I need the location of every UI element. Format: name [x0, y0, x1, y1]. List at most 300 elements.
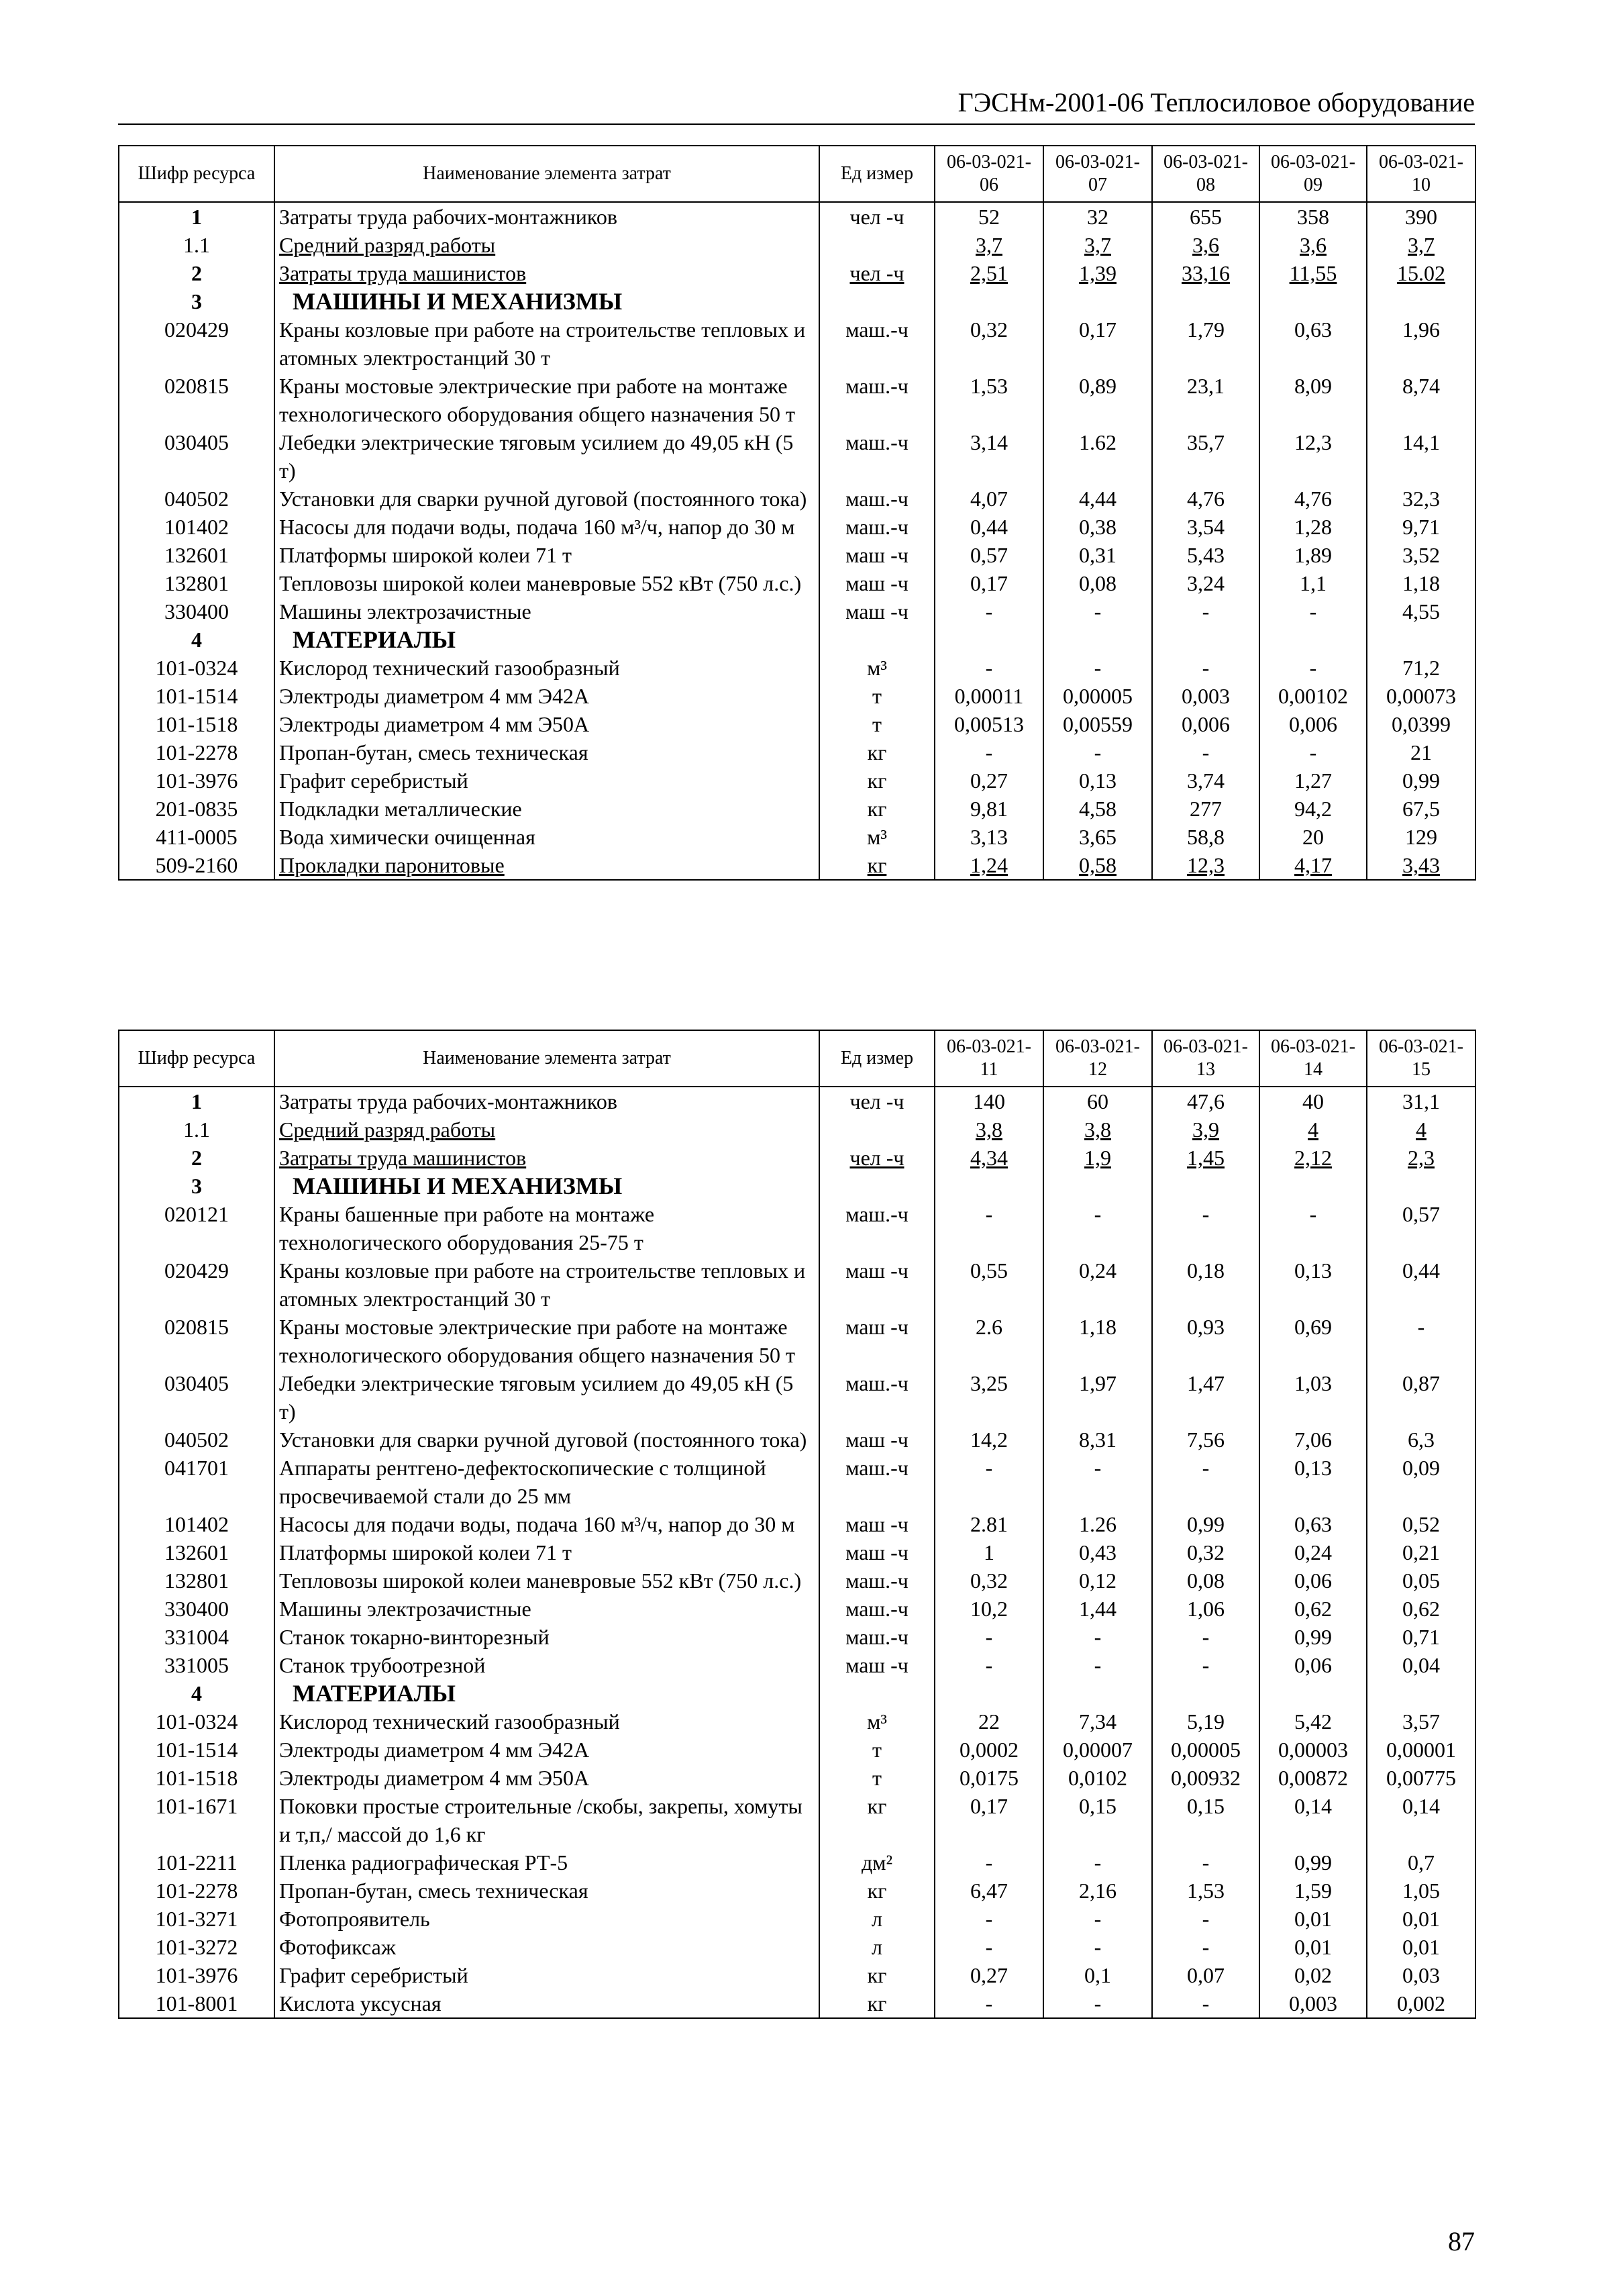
cell-value: 0,69 — [1259, 1313, 1367, 1369]
cell-value: - — [1152, 1848, 1259, 1877]
cell-value: 0,58 — [1043, 851, 1152, 880]
resource-table-2 — [118, 1030, 1476, 2019]
cell-name: Электроды диаметром 4 мм Э42А — [274, 682, 819, 710]
cell-value: 47,6 — [1152, 1087, 1259, 1115]
cell-code: 041701 — [119, 1454, 274, 1510]
table-row — [119, 428, 1475, 485]
cell-value: 1,44 — [1043, 1595, 1152, 1623]
cell-value: 0,24 — [1259, 1538, 1367, 1566]
cell-unit: маш -ч — [819, 1256, 935, 1313]
cell-value: 2,51 — [935, 259, 1043, 287]
cell-value: 1 — [935, 1538, 1043, 1566]
cell-value: 0,006 — [1152, 710, 1259, 738]
cell-value: 1,97 — [1043, 1369, 1152, 1426]
cell-code: 3 — [119, 1172, 274, 1200]
table-row — [119, 202, 1475, 231]
cell-unit: кг — [819, 795, 935, 823]
cell-code: 020429 — [119, 1256, 274, 1313]
cell-value: 0,15 — [1043, 1792, 1152, 1848]
cell-value: 4,55 — [1367, 597, 1475, 626]
cell-value: 4,34 — [935, 1144, 1043, 1172]
cell-value: 0,13 — [1259, 1256, 1367, 1313]
cell-name: Установки для сварки ручной дуговой (постоянного тока) — [274, 485, 819, 513]
cell-unit: маш.-ч — [819, 428, 935, 485]
table-row — [119, 287, 1475, 315]
table-row — [119, 485, 1475, 513]
header-col: 06-03-021-12 — [1043, 1030, 1152, 1087]
page-number: 87 — [1448, 2226, 1475, 2256]
cell-value: 0,01 — [1367, 1905, 1475, 1933]
cell-value: 11,55 — [1259, 259, 1367, 287]
cell-name: Графит серебристый — [274, 1961, 819, 1989]
cell-value: 1,89 — [1259, 541, 1367, 569]
cell-value: 58,8 — [1152, 823, 1259, 851]
cell-value: 3,8 — [935, 1115, 1043, 1144]
table-header-row — [119, 1030, 1475, 1087]
cell-value: 0,01 — [1259, 1933, 1367, 1961]
table-row — [119, 1087, 1475, 1115]
cell-value: 0,52 — [1367, 1510, 1475, 1538]
resource-table-1 — [118, 145, 1476, 881]
cell-value: 1,53 — [1152, 1877, 1259, 1905]
cell-name: МАШИНЫ И МЕХАНИЗМЫ — [274, 1172, 819, 1200]
cell-unit: т — [819, 682, 935, 710]
cell-unit: л — [819, 1905, 935, 1933]
cell-code: 330400 — [119, 1595, 274, 1623]
cell-unit: маш.-ч — [819, 315, 935, 372]
cell-value: 0,15 — [1152, 1792, 1259, 1848]
cell-unit: кг — [819, 1792, 935, 1848]
cell-value: 0,12 — [1043, 1566, 1152, 1595]
cell-value: 390 — [1367, 202, 1475, 231]
cell-unit: кг — [819, 738, 935, 766]
table-row — [119, 1595, 1475, 1623]
cell-name: Краны козловые при работе на строительстве тепловых и атомных электростанций 30 т — [274, 1256, 819, 1313]
cell-value: 4,07 — [935, 485, 1043, 513]
cell-name: Электроды диаметром 4 мм Э50А — [274, 1764, 819, 1792]
cell-value: 0,00932 — [1152, 1764, 1259, 1792]
cell-value: 3,65 — [1043, 823, 1152, 851]
cell-name: Тепловозы широкой колеи маневровые 552 кВт (750 л.с.) — [274, 569, 819, 597]
cell-value: 32 — [1043, 202, 1152, 231]
table-row — [119, 1566, 1475, 1595]
cell-code: 101402 — [119, 1510, 274, 1538]
cell-code: 101-0324 — [119, 1707, 274, 1736]
cell-name: Лебедки электрические тяговым усилием до 49,05 кН (5 т) — [274, 1369, 819, 1426]
cell-name: Затраты труда машинистов — [274, 1144, 819, 1172]
cell-name: Краны козловые при работе на строительстве тепловых и атомных электростанций 30 т — [274, 315, 819, 372]
cell-unit: маш.-ч — [819, 1566, 935, 1595]
cell-code: 101-1514 — [119, 682, 274, 710]
cell-unit: чел -ч — [819, 1087, 935, 1115]
cell-unit: маш.-ч — [819, 372, 935, 428]
cell-value: 0,87 — [1367, 1369, 1475, 1426]
cell-value: 1.62 — [1043, 428, 1152, 485]
table-row — [119, 1764, 1475, 1792]
cell-unit: м³ — [819, 823, 935, 851]
cell-value: 0,89 — [1043, 372, 1152, 428]
cell-name: Затраты труда машинистов — [274, 259, 819, 287]
cell-name: Кислота уксусная — [274, 1989, 819, 2018]
cell-unit — [819, 1115, 935, 1144]
table-row — [119, 654, 1475, 682]
cell-value: 0,00102 — [1259, 682, 1367, 710]
cell-value: - — [1152, 1933, 1259, 1961]
cell-name: Станок токарно-винторезный — [274, 1623, 819, 1651]
cell-value: 3,25 — [935, 1369, 1043, 1426]
cell-value: - — [1152, 1623, 1259, 1651]
table-row — [119, 1679, 1475, 1707]
cell-value: 3,7 — [1367, 231, 1475, 259]
cell-name: Насосы для подачи воды, подача 160 м³/ч, напор до 30 м — [274, 513, 819, 541]
cell-value: 1,03 — [1259, 1369, 1367, 1426]
cell-value: 4 — [1259, 1115, 1367, 1144]
cell-value: 0,006 — [1259, 710, 1367, 738]
cell-unit: чел -ч — [819, 259, 935, 287]
cell-value: 0,09 — [1367, 1454, 1475, 1510]
table-row — [119, 1792, 1475, 1848]
cell-name: Машины электрозачистные — [274, 1595, 819, 1623]
cell-code: 331005 — [119, 1651, 274, 1679]
cell-name: Тепловозы широкой колеи маневровые 552 кВт (750 л.с.) — [274, 1566, 819, 1595]
cell-name: Платформы широкой колеи 71 т — [274, 1538, 819, 1566]
cell-value: 32,3 — [1367, 485, 1475, 513]
cell-value: 0,43 — [1043, 1538, 1152, 1566]
cell-value: 655 — [1152, 202, 1259, 231]
table-row — [119, 1538, 1475, 1566]
cell-value: - — [1043, 1651, 1152, 1679]
cell-value: - — [1043, 1905, 1152, 1933]
cell-value: 0,55 — [935, 1256, 1043, 1313]
cell-value: 3,74 — [1152, 766, 1259, 795]
cell-value: 0,08 — [1152, 1566, 1259, 1595]
cell-name: Средний разряд работы — [274, 1115, 819, 1144]
table-row — [119, 1510, 1475, 1538]
cell-value: 2.6 — [935, 1313, 1043, 1369]
cell-code: 040502 — [119, 1426, 274, 1454]
header-col: 06-03-021-13 — [1152, 1030, 1259, 1087]
cell-unit — [819, 1172, 935, 1200]
cell-code: 411-0005 — [119, 823, 274, 851]
cell-value: 0,003 — [1259, 1989, 1367, 2018]
cell-unit — [819, 231, 935, 259]
cell-value: - — [1043, 597, 1152, 626]
cell-value: 0,00007 — [1043, 1736, 1152, 1764]
cell-value: 1,18 — [1043, 1313, 1152, 1369]
cell-name: Поковки простые строительные /скобы, закрепы, хомуты и т,п,/ массой до 1,6 кг — [274, 1792, 819, 1848]
cell-unit — [819, 287, 935, 315]
cell-value: 5,42 — [1259, 1707, 1367, 1736]
cell-value: - — [935, 738, 1043, 766]
cell-code: 101-2278 — [119, 738, 274, 766]
cell-value: 0,18 — [1152, 1256, 1259, 1313]
cell-value: 9,71 — [1367, 513, 1475, 541]
cell-code: 030405 — [119, 1369, 274, 1426]
cell-value: 0,00005 — [1043, 682, 1152, 710]
cell-value: 3,52 — [1367, 541, 1475, 569]
header-col: 06-03-021-06 — [935, 146, 1043, 202]
cell-value: - — [1043, 1200, 1152, 1256]
cell-value: - — [1043, 654, 1152, 682]
cell-value: 0,003 — [1152, 682, 1259, 710]
header-title: ГЭСНм-2001-06 Теплосиловое оборудование — [957, 87, 1475, 117]
cell-value: 33,16 — [1152, 259, 1259, 287]
cell-value — [1043, 626, 1152, 654]
table-row — [119, 851, 1475, 880]
cell-code: 132601 — [119, 1538, 274, 1566]
cell-value: 0,14 — [1367, 1792, 1475, 1848]
cell-value: 0,01 — [1367, 1933, 1475, 1961]
cell-value: 0,99 — [1152, 1510, 1259, 1538]
cell-value: - — [1259, 738, 1367, 766]
cell-value: 0,05 — [1367, 1566, 1475, 1595]
cell-name: Краны башенные при работе на монтаже технологического оборудования 25-75 т — [274, 1200, 819, 1256]
cell-value: 0,62 — [1367, 1595, 1475, 1623]
cell-value: 0,0102 — [1043, 1764, 1152, 1792]
cell-unit: маш.-ч — [819, 1369, 935, 1426]
table-row — [119, 372, 1475, 428]
table-row — [119, 597, 1475, 626]
cell-value: 67,5 — [1367, 795, 1475, 823]
header-col: 06-03-021-15 — [1367, 1030, 1475, 1087]
cell-value: 14,2 — [935, 1426, 1043, 1454]
cell-value: 1,96 — [1367, 315, 1475, 372]
cell-value: 0,32 — [935, 315, 1043, 372]
cell-name: МАШИНЫ И МЕХАНИЗМЫ — [274, 287, 819, 315]
table-row — [119, 259, 1475, 287]
cell-value: - — [1152, 1651, 1259, 1679]
cell-code: 040502 — [119, 485, 274, 513]
cell-code: 101-3272 — [119, 1933, 274, 1961]
cell-unit: кг — [819, 1989, 935, 2018]
cell-value: 7,06 — [1259, 1426, 1367, 1454]
cell-value: 4,76 — [1259, 485, 1367, 513]
cell-value: 0,21 — [1367, 1538, 1475, 1566]
cell-code: 2 — [119, 259, 274, 287]
cell-value: 1,28 — [1259, 513, 1367, 541]
cell-value: 1,59 — [1259, 1877, 1367, 1905]
cell-value: 0,03 — [1367, 1961, 1475, 1989]
cell-name: МАТЕРИАЛЫ — [274, 1679, 819, 1707]
cell-unit: л — [819, 1933, 935, 1961]
header-name: Наименование элемента затрат — [274, 146, 819, 202]
cell-value — [1367, 1172, 1475, 1200]
cell-value: - — [1259, 654, 1367, 682]
cell-value — [935, 1679, 1043, 1707]
cell-unit: маш -ч — [819, 569, 935, 597]
cell-name: Фотофиксаж — [274, 1933, 819, 1961]
cell-value: 4,76 — [1152, 485, 1259, 513]
cell-value — [935, 287, 1043, 315]
header-col: 06-03-021-09 — [1259, 146, 1367, 202]
cell-value: 0,13 — [1043, 766, 1152, 795]
cell-value: 71,2 — [1367, 654, 1475, 682]
table-row — [119, 1933, 1475, 1961]
cell-name: Средний разряд работы — [274, 231, 819, 259]
cell-code: 101-2278 — [119, 1877, 274, 1905]
cell-name: Электроды диаметром 4 мм Э50А — [274, 710, 819, 738]
table-row — [119, 1172, 1475, 1200]
cell-value: 0,00559 — [1043, 710, 1152, 738]
cell-value — [1367, 626, 1475, 654]
cell-value: - — [1152, 654, 1259, 682]
cell-code: 020121 — [119, 1200, 274, 1256]
cell-code: 1 — [119, 202, 274, 231]
cell-value: 0,7 — [1367, 1848, 1475, 1877]
table-row — [119, 823, 1475, 851]
table-row — [119, 1848, 1475, 1877]
cell-code: 1.1 — [119, 1115, 274, 1144]
cell-unit: маш -ч — [819, 1313, 935, 1369]
cell-name: Графит серебристый — [274, 766, 819, 795]
header-unit: Ед измер — [819, 146, 935, 202]
cell-value: 0,13 — [1259, 1454, 1367, 1510]
cell-value: 0,00005 — [1152, 1736, 1259, 1764]
cell-code: 330400 — [119, 597, 274, 626]
cell-code: 201-0835 — [119, 795, 274, 823]
cell-value: 0,57 — [1367, 1200, 1475, 1256]
cell-code: 1.1 — [119, 231, 274, 259]
cell-value: 14,1 — [1367, 428, 1475, 485]
cell-value: 7,34 — [1043, 1707, 1152, 1736]
cell-value: 0,27 — [935, 1961, 1043, 1989]
cell-value: 2,16 — [1043, 1877, 1152, 1905]
cell-code: 101-1518 — [119, 1764, 274, 1792]
table-row — [119, 1623, 1475, 1651]
cell-code: 101-2211 — [119, 1848, 274, 1877]
cell-value: 0,0175 — [935, 1764, 1043, 1792]
cell-unit: маш.-ч — [819, 485, 935, 513]
cell-value — [935, 626, 1043, 654]
table-row — [119, 738, 1475, 766]
cell-code: 3 — [119, 287, 274, 315]
cell-value: 20 — [1259, 823, 1367, 851]
cell-value: 6,47 — [935, 1877, 1043, 1905]
header-col: 06-03-021-10 — [1367, 146, 1475, 202]
cell-name: Прокладки паронитовые — [274, 851, 819, 880]
cell-code: 101-3976 — [119, 1961, 274, 1989]
table-row — [119, 1905, 1475, 1933]
cell-value: 0,99 — [1259, 1848, 1367, 1877]
cell-code: 4 — [119, 1679, 274, 1707]
cell-value: 23,1 — [1152, 372, 1259, 428]
cell-name: Подкладки металлические — [274, 795, 819, 823]
cell-name: Краны мостовые электрические при работе на монтаже технологического оборудования общего назначения 50 т — [274, 1313, 819, 1369]
cell-value: 0,62 — [1259, 1595, 1367, 1623]
header-unit: Ед измер — [819, 1030, 935, 1087]
cell-code: 101-1671 — [119, 1792, 274, 1848]
cell-value: 0,002 — [1367, 1989, 1475, 2018]
page-header — [118, 86, 1475, 125]
cell-unit: кг — [819, 1877, 935, 1905]
cell-name: Затраты труда рабочих-монтажников — [274, 1087, 819, 1115]
table-row — [119, 766, 1475, 795]
cell-unit: маш.-ч — [819, 513, 935, 541]
cell-value: 1,53 — [935, 372, 1043, 428]
cell-value: - — [1152, 1200, 1259, 1256]
table-row — [119, 1256, 1475, 1313]
cell-value: 35,7 — [1152, 428, 1259, 485]
cell-value: 0,00513 — [935, 710, 1043, 738]
cell-value: - — [935, 654, 1043, 682]
table-row — [119, 1369, 1475, 1426]
cell-value: 0,57 — [935, 541, 1043, 569]
cell-value: 3,24 — [1152, 569, 1259, 597]
cell-code: 4 — [119, 626, 274, 654]
cell-value: 1,05 — [1367, 1877, 1475, 1905]
cell-name: Насосы для подачи воды, подача 160 м³/ч, напор до 30 м — [274, 1510, 819, 1538]
cell-value: 3,14 — [935, 428, 1043, 485]
cell-value: 8,09 — [1259, 372, 1367, 428]
cell-value: 1,1 — [1259, 569, 1367, 597]
cell-value: 15.02 — [1367, 259, 1475, 287]
cell-unit: чел -ч — [819, 1144, 935, 1172]
cell-value: - — [1043, 1848, 1152, 1877]
cell-value: 4,17 — [1259, 851, 1367, 880]
cell-name: МАТЕРИАЛЫ — [274, 626, 819, 654]
cell-unit — [819, 626, 935, 654]
cell-value — [1043, 1172, 1152, 1200]
cell-unit: м³ — [819, 1707, 935, 1736]
cell-value: 0,17 — [1043, 315, 1152, 372]
cell-code: 101-8001 — [119, 1989, 274, 2018]
cell-value: 0,07 — [1152, 1961, 1259, 1989]
cell-value: 60 — [1043, 1087, 1152, 1115]
cell-value: 10,2 — [935, 1595, 1043, 1623]
table-row — [119, 315, 1475, 372]
table-row — [119, 682, 1475, 710]
table-row — [119, 513, 1475, 541]
cell-code: 101-3976 — [119, 766, 274, 795]
cell-value: 52 — [935, 202, 1043, 231]
cell-value: 4,58 — [1043, 795, 1152, 823]
cell-value: 21 — [1367, 738, 1475, 766]
cell-unit: дм² — [819, 1848, 935, 1877]
cell-value: - — [1043, 738, 1152, 766]
cell-value: 0,71 — [1367, 1623, 1475, 1651]
cell-value: 0,00775 — [1367, 1764, 1475, 1792]
cell-value: 3,7 — [1043, 231, 1152, 259]
cell-value: 1,47 — [1152, 1369, 1259, 1426]
cell-unit: маш.-ч — [819, 1595, 935, 1623]
cell-value: - — [935, 1989, 1043, 2018]
header-name: Наименование элемента затрат — [274, 1030, 819, 1087]
table-row — [119, 1736, 1475, 1764]
cell-value: 0,02 — [1259, 1961, 1367, 1989]
cell-value: 140 — [935, 1087, 1043, 1115]
cell-code: 101-1514 — [119, 1736, 274, 1764]
cell-value: 0,44 — [935, 513, 1043, 541]
table-row — [119, 1707, 1475, 1736]
cell-value: 0,1 — [1043, 1961, 1152, 1989]
cell-value — [1259, 287, 1367, 315]
cell-code: 509-2160 — [119, 851, 274, 880]
cell-unit: маш -ч — [819, 1426, 935, 1454]
cell-value — [1367, 287, 1475, 315]
cell-value: 7,56 — [1152, 1426, 1259, 1454]
header-code: Шифр ресурса — [119, 1030, 274, 1087]
table-row — [119, 1651, 1475, 1679]
cell-value: - — [1152, 1989, 1259, 2018]
cell-value: 8,31 — [1043, 1426, 1152, 1454]
cell-value: 1,45 — [1152, 1144, 1259, 1172]
cell-unit: маш -ч — [819, 1651, 935, 1679]
cell-value: 0,08 — [1043, 569, 1152, 597]
table-row — [119, 1200, 1475, 1256]
cell-unit: маш -ч — [819, 597, 935, 626]
cell-value: 0,44 — [1367, 1256, 1475, 1313]
cell-value: 2,3 — [1367, 1144, 1475, 1172]
